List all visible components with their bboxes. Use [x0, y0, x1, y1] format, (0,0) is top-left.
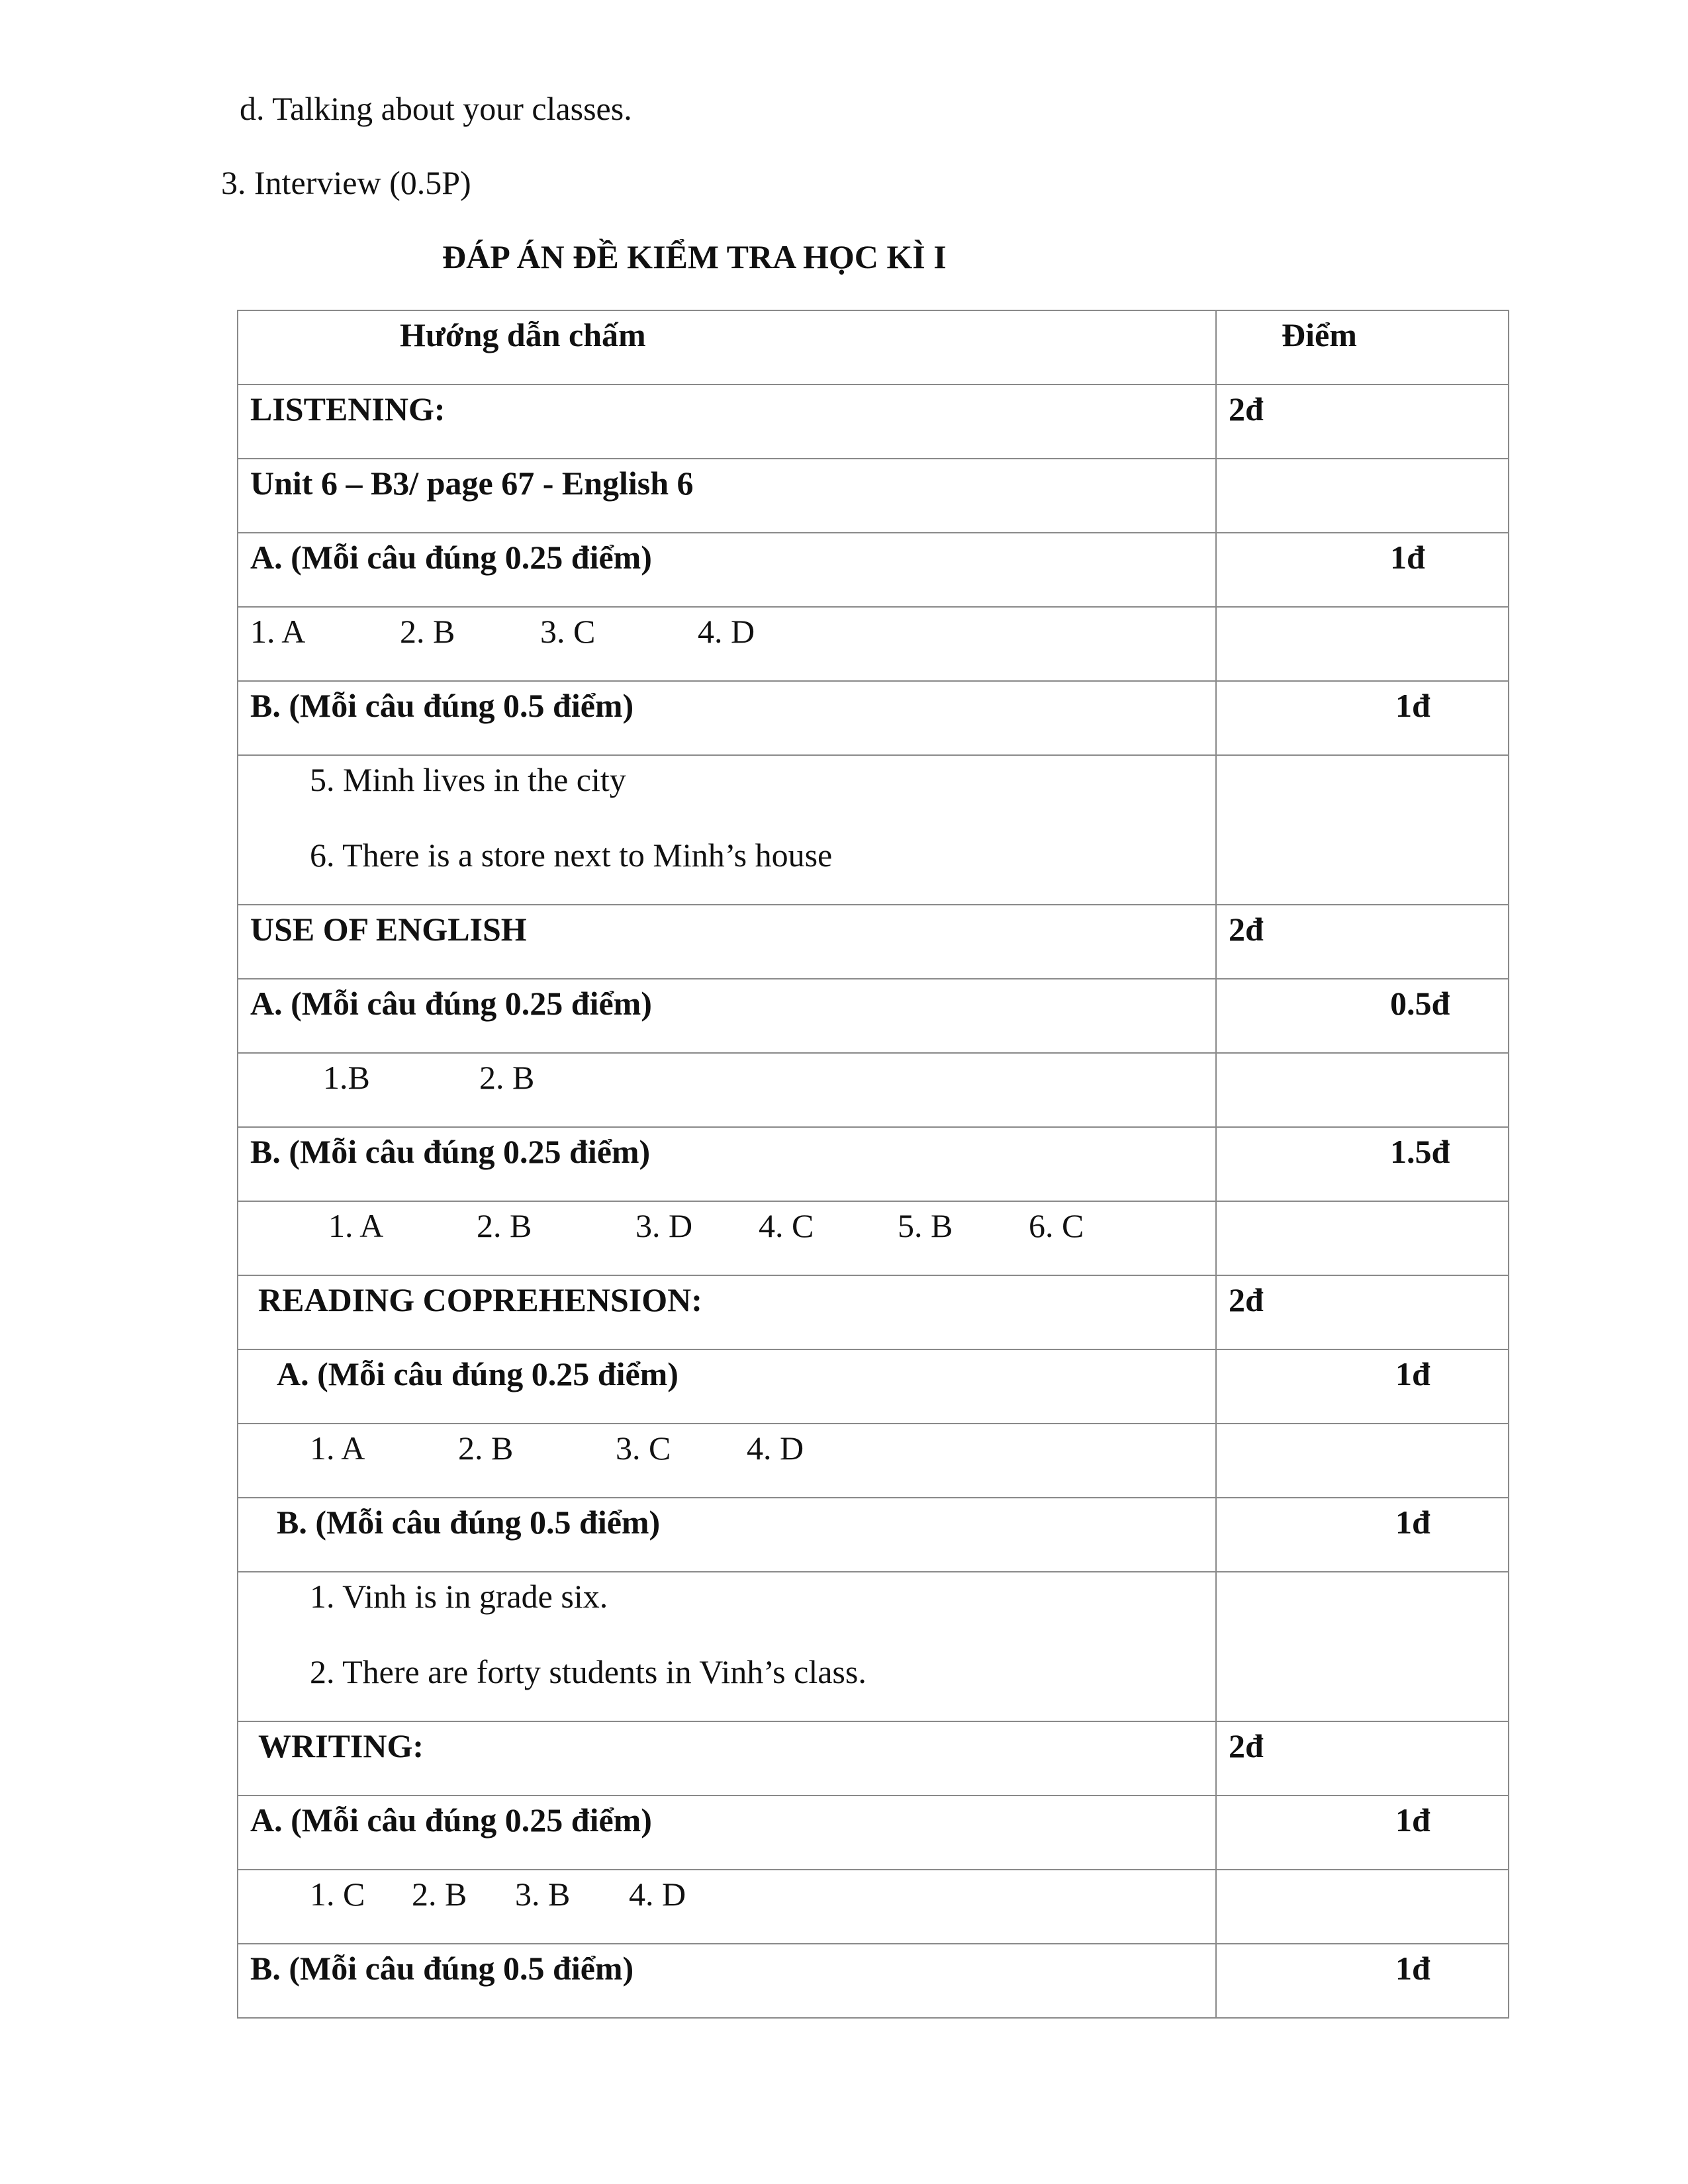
table-row	[238, 1721, 1509, 1796]
answer-item: 5. B	[898, 1207, 953, 1244]
empty-cell	[1216, 1424, 1509, 1498]
table-row	[238, 1424, 1509, 1498]
answer-item: 1.B	[323, 1059, 370, 1096]
table-row	[238, 755, 1509, 905]
reading-label: READING COPREHENSION:	[238, 1275, 1216, 1349]
answer-item: 1. A	[250, 613, 306, 650]
reading-b-points: 1đ	[1216, 1498, 1509, 1572]
listening-source: Unit 6 – B3/ page 67 - English 6	[238, 459, 1216, 533]
listening-b-label: B. (Mỗi câu đúng 0.5 điểm)	[238, 681, 1216, 755]
reading-b-label: B. (Mỗi câu đúng 0.5 điểm)	[238, 1498, 1216, 1572]
empty-cell	[1216, 1053, 1509, 1127]
table-row	[238, 1796, 1509, 1870]
answer-item: 3. C	[540, 613, 596, 650]
answer-item: 4. D	[629, 1876, 686, 1913]
use-of-english-b-label: B. (Mỗi câu đúng 0.25 điểm)	[238, 1127, 1216, 1201]
writing-label: WRITING:	[238, 1721, 1216, 1796]
listening-a-points: 1đ	[1216, 533, 1509, 607]
writing-a-label: A. (Mỗi câu đúng 0.25 điểm)	[238, 1796, 1216, 1870]
reading-a-label: A. (Mỗi câu đúng 0.25 điểm)	[238, 1349, 1216, 1424]
table-row	[238, 533, 1509, 607]
table-row	[238, 1201, 1509, 1275]
table-row	[238, 1572, 1509, 1721]
use-of-english-b-points: 1.5đ	[1216, 1127, 1509, 1201]
listening-b-points: 1đ	[1216, 681, 1509, 755]
use-of-english-a-points: 0.5đ	[1216, 979, 1509, 1053]
page-title: ĐÁP ÁN ĐỀ KIỂM TRA HỌC KÌ I	[442, 238, 947, 275]
table-row	[238, 681, 1509, 755]
answer-item: 5. Minh lives in the city	[310, 761, 626, 798]
listening-a-label: A. (Mỗi câu đúng 0.25 điểm)	[238, 533, 1216, 607]
table-row	[238, 1498, 1509, 1572]
answer-item: 3. B	[515, 1876, 571, 1913]
use-of-english-a-answers	[238, 1053, 1216, 1127]
answer-item: 1. C	[310, 1876, 365, 1913]
use-of-english-b-answers	[238, 1201, 1216, 1275]
empty-cell	[1216, 607, 1509, 681]
table-row	[238, 979, 1509, 1053]
answer-item: 2. B	[400, 613, 455, 650]
table-row	[238, 1870, 1509, 1944]
header-guide: Hướng dẫn chấm	[238, 310, 1216, 385]
reading-b-answers	[238, 1572, 1216, 1721]
answer-item: 4. D	[698, 613, 755, 650]
answer-item: 4. C	[759, 1207, 814, 1244]
talking-item: d. Talking about your classes.	[240, 90, 632, 127]
reading-a-answers	[238, 1424, 1216, 1498]
use-of-english-a-label: A. (Mỗi câu đúng 0.25 điểm)	[238, 979, 1216, 1053]
table-header-row	[238, 310, 1509, 385]
header-points: Điểm	[1216, 310, 1509, 385]
answer-item: 2. B	[479, 1059, 535, 1096]
table-row	[238, 905, 1509, 979]
answer-item: 6. C	[1029, 1207, 1084, 1244]
empty-cell	[1216, 459, 1509, 533]
table-row	[238, 607, 1509, 681]
listening-a-answers	[238, 607, 1216, 681]
answer-item: 2. B	[458, 1430, 514, 1467]
writing-a-answers	[238, 1870, 1216, 1944]
listening-label: LISTENING:	[238, 385, 1216, 459]
answer-item: 2. B	[412, 1876, 467, 1913]
table-row	[238, 1275, 1509, 1349]
reading-a-points: 1đ	[1216, 1349, 1509, 1424]
use-of-english-label: USE OF ENGLISH	[238, 905, 1216, 979]
reading-points: 2đ	[1216, 1275, 1509, 1349]
writing-b-label: B. (Mỗi câu đúng 0.5 điểm)	[238, 1944, 1216, 2018]
answer-item: 2. There are forty students in Vinh’s class.	[310, 1653, 867, 1690]
table-row	[238, 1127, 1509, 1201]
empty-cell	[1216, 1201, 1509, 1275]
table-row	[238, 1349, 1509, 1424]
answer-item: 6. There is a store next to Minh’s house	[310, 837, 833, 874]
answer-item: 2. B	[477, 1207, 532, 1244]
use-of-english-points: 2đ	[1216, 905, 1509, 979]
table-row	[238, 1944, 1509, 2018]
empty-cell	[1216, 755, 1509, 905]
answer-item: 1. A	[310, 1430, 365, 1467]
empty-cell	[1216, 1572, 1509, 1721]
table-row	[238, 385, 1509, 459]
writing-b-points: 1đ	[1216, 1944, 1509, 2018]
answer-item: 3. C	[616, 1430, 671, 1467]
listening-b-answers	[238, 755, 1216, 905]
answer-item: 4. D	[747, 1430, 804, 1467]
table-row	[238, 459, 1509, 533]
answer-item: 1. Vinh is in grade six.	[310, 1578, 608, 1615]
interview-item: 3. Interview (0.5P)	[221, 164, 471, 201]
grading-table	[237, 310, 1509, 2019]
answer-item: 3. D	[635, 1207, 693, 1244]
listening-points: 2đ	[1216, 385, 1509, 459]
empty-cell	[1216, 1870, 1509, 1944]
table-row	[238, 1053, 1509, 1127]
answer-item: 1. A	[328, 1207, 384, 1244]
writing-points: 2đ	[1216, 1721, 1509, 1796]
writing-a-points: 1đ	[1216, 1796, 1509, 1870]
